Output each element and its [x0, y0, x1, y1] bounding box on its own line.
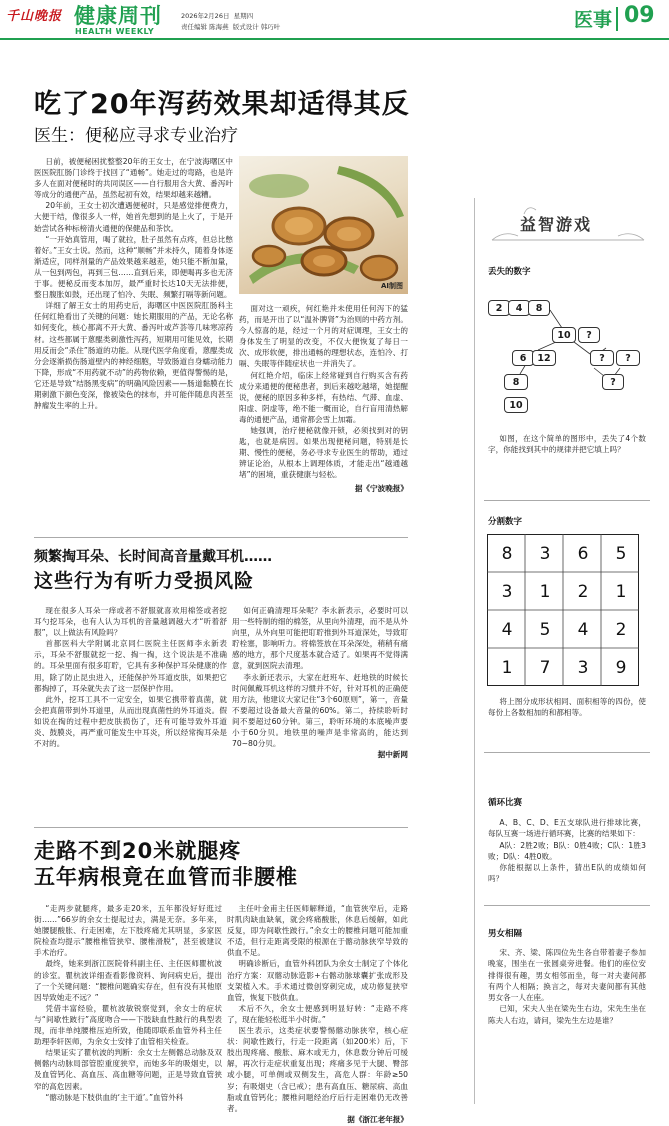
number-box: ? [616, 350, 640, 366]
section-divider [34, 537, 408, 538]
article1-col1 [34, 156, 233, 411]
paragraph: 主任叶金甫主任医师解释道，“血管狭窄后，走路时肌肉缺血缺氧，就会疼痛酸胀，休息后缓解，如此反复，即为间歇性跛行。”余女士的腰椎问题可能加重不适，但行走距离受限的根源在于髂动脉狭窄导致的供血不足。 [227, 904, 408, 958]
number-box: 8 [504, 374, 528, 390]
paragraph: 凭借丰富经验，瞿杭波敏锐察觉到，余女士的症状与“间歇性跛行”高度吻合——下肢缺血性跛行的典型表现，而非单纯腰椎压迫所致，他随即联系血管外科主任助理李轩医师，为余女士安排了血管相关检查。 [34, 1003, 222, 1047]
grid-cell: 2 [577, 582, 589, 602]
puzzle4-body [488, 947, 646, 1026]
grid-cell: 3 [539, 544, 551, 564]
article2-kicker: 频繁掏耳朵、长时间高音量戴耳机…… [34, 549, 272, 565]
puzzle3-body [488, 817, 646, 885]
article2-col2 [232, 605, 408, 761]
sidebar-divider [484, 905, 650, 906]
grid-cell: 3 [501, 582, 513, 602]
puzzle2-title: 分割数字 [488, 517, 523, 527]
paragraph: A、B、C、D、E五支球队进行排球比赛，每队互赛一场进行循环赛，比赛的结果如下： [488, 818, 646, 839]
puzzle1-question: 如图，在这个简单的图形中，丢失了4个数字，你能找到其中的规律并把它填上吗？ [488, 434, 646, 455]
puzzle1-title: 丢失的数字 [488, 267, 531, 277]
page-label: 医事 [574, 9, 613, 31]
credits: 责任编辑 陈海燕 版式设计 韩巧叶 [181, 23, 281, 31]
number-box: 4 [508, 300, 530, 316]
paragraph: 结果证实了瞿杭波的判断：余女士左侧髂总动脉及双侧髂内动脉局部管腔重度狭窄，而她多年的吸烟史，以及血管钙化、高血压、高血糖等问题，正是导致血管狭窄的高危因素。 [34, 1048, 222, 1091]
article1-subtitle: 医生：便秘应寻求专业治疗 [34, 126, 238, 146]
grid-cell: 4 [577, 620, 589, 640]
article2-col1 [34, 605, 227, 749]
paragraph: 医生表示，这类症状要警惕髂动脉狭窄，核心症状：间歇性跛行，行走一段距离（如200米）后，下肢出现疼痛、酸胀、麻木或无力，休息数分钟后可缓解，再次行走症状重复出现；疼痛多见于大腿、臀部或小腿，可单侧或双侧发生，高危人群：年龄≥50岁；有吸烟史（含已戒）；患有高血压、糖尿病、高血脂或血管钙化；腰椎问题经治疗后行走困难仍无改善者。 [227, 1026, 408, 1113]
paragraph: 现在很多人耳朵一痒或者不舒服就喜欢用棉签或者挖耳勺挖耳朵，也有人认为耳机的音量越调越大才“听着舒服”，以上做法有风险吗？ [34, 606, 227, 638]
paragraph: 何红艳介绍，临床上经常碰到自行购买含有药成分来通便的便秘患者，到后来越吃越堵，她提醒说，便秘的原因多种多样，有热结、气滞、血虚、阳虚、阴虚等，绝不能一概而论，自行盲用清热解毒的通便产品，通常都会雪上加霜。 [239, 370, 408, 424]
issue-date: 2026年2月26日 星期四 [181, 12, 254, 20]
section-divider [34, 827, 408, 828]
sidebar-divider [484, 752, 650, 753]
number-box: ? [590, 350, 614, 366]
paragraph: 你能根据以上条件，猜出E队的成绩如何吗？ [488, 863, 646, 884]
number-box: 2 [488, 300, 510, 316]
article3-col1 [34, 903, 222, 1103]
grid-cell: 9 [615, 658, 627, 678]
sidebar-divider [484, 500, 650, 501]
paragraph: 如何正确清理耳朵呢？李永新表示，必要时可以用一些特制的细的棉签，从里向外清理，而不是从外向里，从外向里可能把耵聍推到外耳道深处，导致耵聍栓塞，影响听力。将棉签放在耳朵深处，稍稍有痛感的地方，那个尺度基本就合适了。如果再不觉得满意，就到医院去清理。 [232, 606, 408, 671]
masthead [0, 0, 669, 40]
paragraph: “走两步就腿疼，最多走20米，五年都没好好逛过街……”66岁的余女士提起过去，满是无奈。多年来，她腰腿酸胀、行走困难，左下肢疼痛尤其明显，多家医院检查均提示“腰椎椎管狭窄、腰椎滑脱”，甚至被建议手术治疗。 [34, 904, 222, 958]
grid-cell: 2 [615, 620, 627, 640]
article1-title: 吃了20年泻药效果却适得其反 [34, 89, 410, 120]
article3-col2 [227, 903, 408, 1126]
article3-title-line2: 五年病根竟在血管而非腰椎 [34, 865, 298, 889]
page-label-divider [616, 7, 618, 31]
paragraph: 李永新还表示，大家在赶班车、赶地铁的时候长时间佩戴耳机这样的习惯并不好，针对耳机的正确使用方法，他建议大家记住“3个60原则”，第一，音量不要超过设备最大音量的60%。第二，持续聆听时间不要超过60分钟。第三，聆听环境的本底噪声要小于60分贝。地铁里的噪声是非常高的，能达到70~80分贝。 [232, 672, 408, 749]
article1-col2 [239, 303, 408, 495]
paragraph: 明确诊断后，血管外科团队为余女士制定了个体化治疗方案：双髂动脉造影+右髂动脉球囊扩张成形及支架植入术。手术通过微创穿刺完成，成功修复狭窄血管，恢复下肢供血。 [227, 959, 408, 1002]
paper-logo: 千山晚报 [6, 9, 63, 24]
paragraph: 最终，她来到浙江医院骨科副主任、主任医师瞿杭波的诊室。瞿杭波详细查看影像资料、询问病史后，提出了一个关键问题：“腰椎问题确实存在，但有没有其他原因导致她走不远？” [34, 959, 222, 1002]
column-divider [474, 198, 475, 1104]
puzzle2-question: 将上图分成形状相同、面积相等的四份，使每份上各数相加的和都相等。 [488, 697, 646, 718]
herbal-medicine-illustration [239, 156, 408, 294]
paragraph: “髂动脉是下肢供血的‘主干道’。”血管外科 [45, 1092, 184, 1102]
article2-title: 这些行为有听力受损风险 [34, 570, 255, 592]
games-header [484, 200, 652, 246]
article1-source: 据《宁波晚报》 [354, 483, 408, 493]
number-grid [487, 534, 639, 686]
section-title-en: HEALTH WEEKLY [75, 27, 155, 36]
page-number: 09 [624, 3, 655, 28]
grid-cell: 1 [501, 658, 513, 678]
grid-cell: 1 [539, 582, 551, 602]
grid-cell: 6 [577, 544, 589, 564]
paragraph: 首都医科大学附属北京同仁医院主任医师李永新表示，耳朵不舒服就挖一挖、掏一掏，这个说法是不准确的。耳朵里面有很多耵聍，它具有多种保护耳朵健康的作用，除了防止昆虫进入，还能保护外耳道皮肤，如果把它都掏掉了，耳朵就失去了这一层保护作用。 [34, 639, 227, 693]
paragraph: 20年前，王女士初次遭遇便秘时，只是感觉排便费力，大便干结，像很多人一样，她首先想到的是上火了，于是开始尝试各种标榜清火通便的保健品和茶饮。 [34, 201, 233, 233]
number-box: 10 [552, 327, 576, 343]
article3-source: 据《浙江老年报》 [347, 1114, 408, 1124]
image-caption: AI制图 [380, 282, 403, 290]
number-box: ? [602, 374, 624, 390]
puzzle4-title: 男女相隔 [488, 929, 523, 939]
grid-cell: 8 [501, 544, 513, 564]
paragraph: 此外，挖耳工具不一定安全，如果它携带着真菌，就会把真菌带到外耳道里，从而出现真菌性的外耳道炎。假如说在掏的过程中把皮肤损伤了，还有可能导致外耳道炎、鼓膜炎，再严重可能发生中耳炎，所以经常掏耳朵是不对的。 [34, 694, 227, 749]
paragraph: “一开始真管用，喝了就拉，肚子虽然有点疼，但总比憋着好。”王女士说。然而，这种“顺畅”并未持久，随着身体逐渐适应，同样剂量的产品效果越来越差，她只能不断加量，从一包到两包，再到三包……直到后来，即便喝再多也无济于事。便秘反而变本加厉，最严重时长达10天无法排便，整日腹胀如鼓，还出现了怕冷、失眠、频繁打嗝等新问题。 [34, 234, 233, 300]
paragraph: 已知，宋夫人坐在梁先生右边，宋先生坐在陈夫人右边，请问，梁先生左边是谁？ [488, 1004, 646, 1025]
paragraph: 宋、齐、梁、陈四位先生各自带着妻子参加晚宴，围坐在一张圆桌旁进餐。他们的座位安排得很有趣，男女相邻而坐，每一对夫妻间都有两个人相隔；换言之，每对夫妻间都有其他男女各一人在座。 [488, 948, 646, 1003]
paragraph: 术后不久，余女士便感到明显好转：“走路不疼了，现在能轻松逛半小时街。” [227, 1003, 408, 1024]
grid-cell: 5 [615, 544, 627, 564]
number-diagram [486, 284, 646, 424]
grid-cell: 5 [539, 620, 551, 640]
number-box: 12 [532, 350, 556, 366]
grid-cell: 3 [577, 658, 589, 678]
puzzle3-title: 循环比赛 [488, 798, 523, 808]
number-box: ? [578, 327, 600, 343]
paragraph: 她强调，治疗便秘就像开锁，必须找到对的钥匙，也就是病因。如果出现便秘问题，特别是长期、慢性的便秘，务必寻求专业医生的帮助，通过辨证论治，从根本上调理体质，才能走出“越通越堵”的困境，重获健康与轻松。 [239, 426, 408, 480]
paragraph: A队：2胜2败；B队：0胜4败；C队：1胜3败；D队：4胜0败。 [488, 840, 646, 861]
grid-cell: 7 [539, 658, 551, 678]
number-box: 6 [512, 350, 534, 366]
masthead-rule [0, 38, 669, 40]
section-title: 健康周刊 [74, 4, 162, 28]
games-header-title: 益智游戏 [520, 215, 593, 234]
paragraph: 面对这一顽疾，何红艳并未使用任何泻下的猛药，而是开出了以“温补脾肾”为治则的中药方剂。今人惊喜的是，经过一个月的对症调理，王女士的身体发生了明显的改变，不仅大便恢复了每日一次、成形软便，排出通畅的理想状态，连怕冷、打嗝、失眠等伴随症状也一并消失了。 [239, 304, 408, 369]
paragraph: 日前，被便秘困扰整整20年的王女士，在宁波海曙区中医医院肛肠门诊终于找回了“通畅”。她走过的弯路，也是许多人在面对便秘时的共同误区——自行服用含大黄、番泻叶等成分的通便产品，虽然起初有效，结果却越来越糟。 [34, 157, 233, 200]
grid-cell: 4 [501, 620, 513, 640]
article2-source: 据中新网 [377, 750, 408, 760]
number-box: 10 [504, 397, 528, 413]
grid-cell: 1 [615, 582, 627, 602]
number-box: 8 [528, 300, 550, 316]
article3-title-line1: 走路不到20米就腿疼 [34, 839, 242, 863]
paragraph: 详细了解王女士的用药史后，海曙区中医医院肛肠科主任何红艳看出了关键的问题：她长期服用的产品，无论名称如何变化，核心都离不开大黄、番泻叶或芦荟等几味寒凉药材。这些都属于蒽醌类刺激性泻药，短期用可能见效，长期用反而会“杀住”肠道的功能。从现代医学角度看，蒽醌类成分会逐渐损伤肠道壁内的神经细胞，导致肠道自身蠕动能力下降，形成“不用药就不动”的药物依赖，更值得警惕的是，它还是导致“结肠黑变病”的明确风险因素——肠道黏膜在长期刺激下颜色变深，像被染色的抹布，并可能伴随息肉甚至肿瘤发生率的上升。 [34, 301, 233, 411]
